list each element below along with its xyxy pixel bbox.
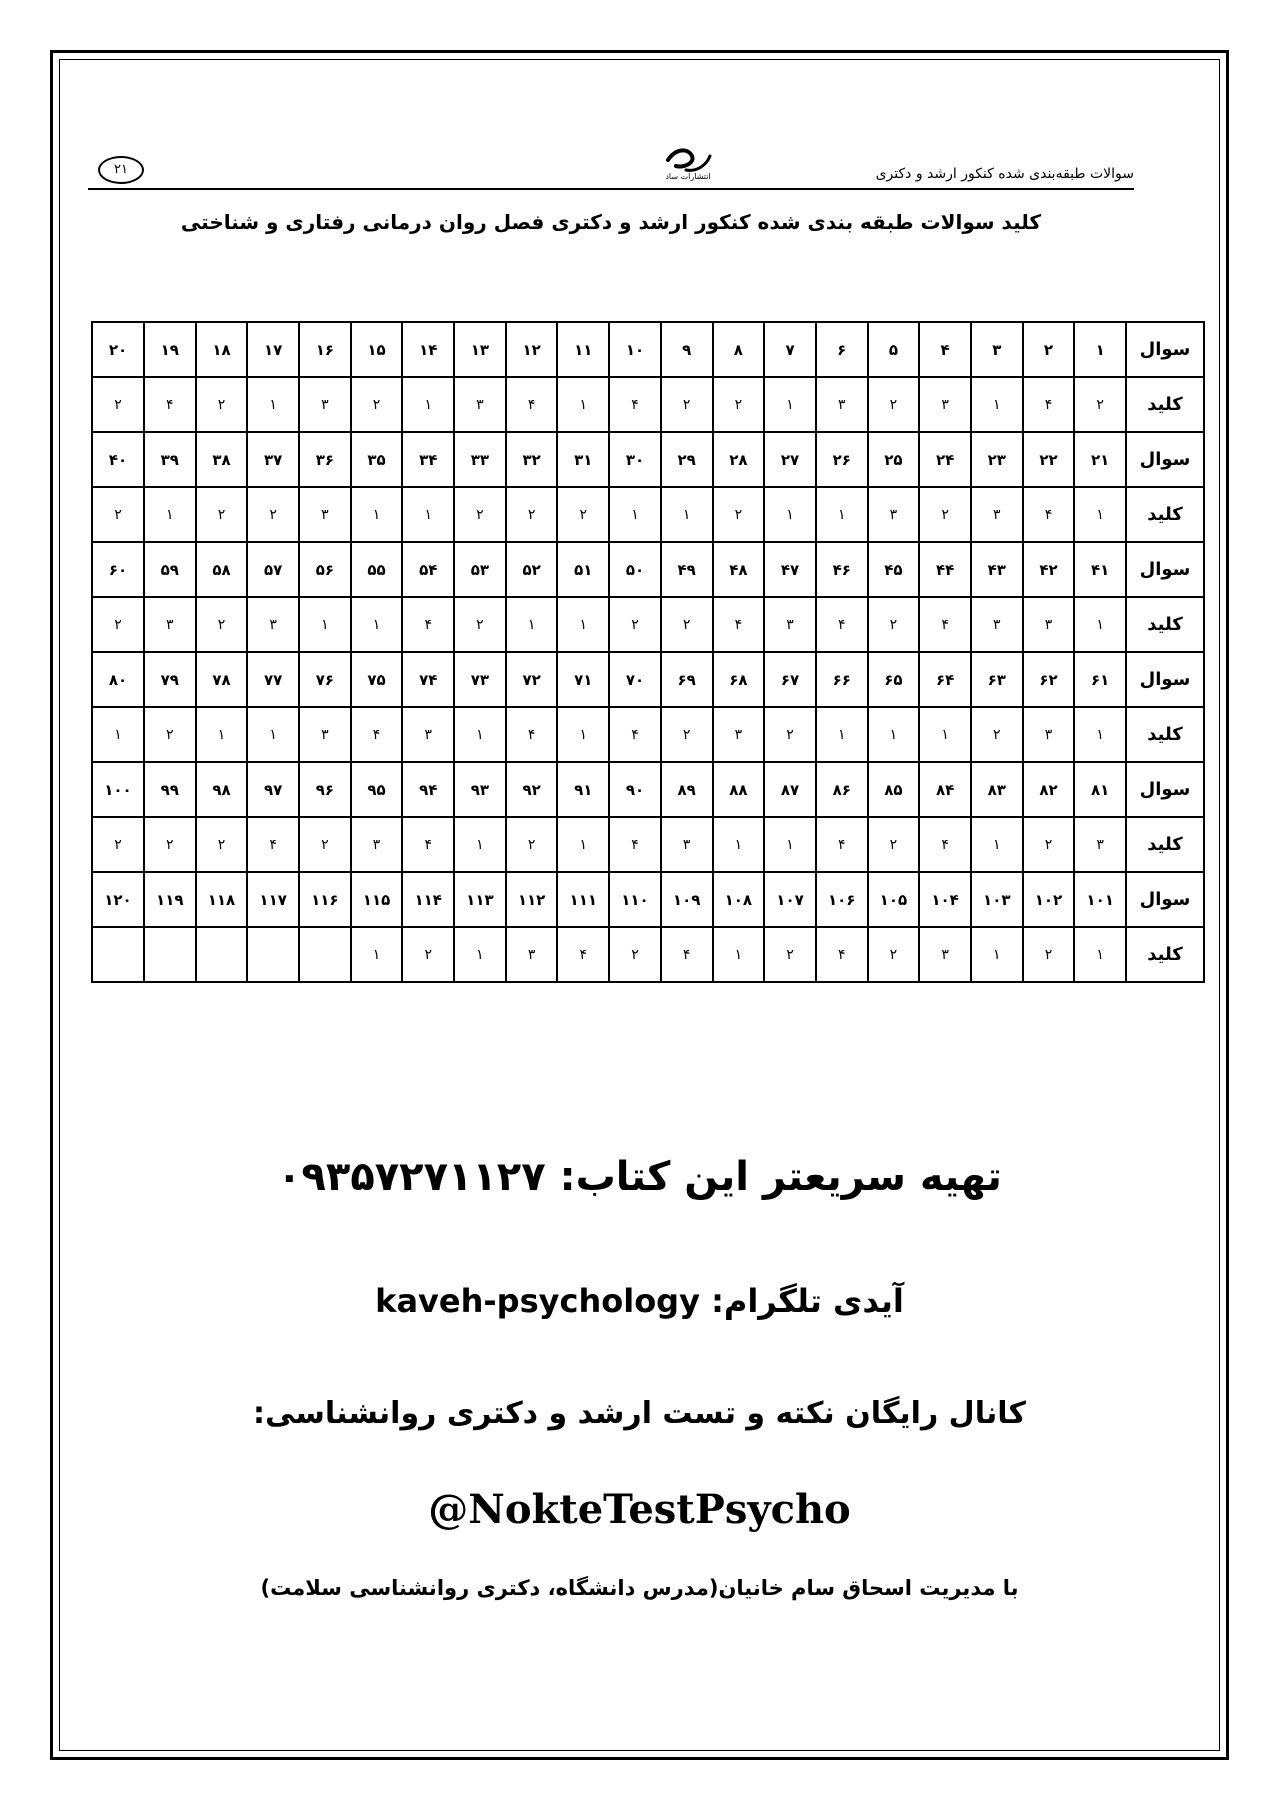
- promo-management: با مدیریت اسحاق سام خانیان(مدرس دانشگاه، دکتری روانشناسی سلامت): [260, 1576, 1019, 1600]
- question-number-cell: ۷۹: [144, 652, 196, 707]
- answer-key-cell: ۱: [506, 597, 558, 652]
- question-row-label: سوال: [1126, 432, 1204, 487]
- question-row: [92, 542, 1204, 597]
- question-number-cell: ۷۶: [299, 652, 351, 707]
- answer-key-cell: ۳: [764, 597, 816, 652]
- question-number-cell: ۹۰: [609, 762, 661, 817]
- question-number-cell: ۳۵: [351, 432, 403, 487]
- question-number-cell: ۱۱۴: [402, 872, 454, 927]
- question-number-cell: ۴۶: [816, 542, 868, 597]
- question-number-cell: ۴: [919, 322, 971, 377]
- page-header: [88, 148, 1134, 190]
- answer-key-cell: ۴: [713, 597, 765, 652]
- question-number-cell: ۸۹: [661, 762, 713, 817]
- answer-key-cell: ۲: [1023, 927, 1075, 982]
- question-number-cell: ۱۰: [609, 322, 661, 377]
- question-number-cell: ۱۹: [144, 322, 196, 377]
- question-number-cell: ۳: [971, 322, 1023, 377]
- question-row-label: سوال: [1126, 652, 1204, 707]
- question-number-cell: ۴۸: [713, 542, 765, 597]
- answer-key-cell: ۴: [816, 927, 868, 982]
- answer-key-cell: ۴: [919, 597, 971, 652]
- question-number-cell: ۹۷: [247, 762, 299, 817]
- question-number-cell: ۱۱۳: [454, 872, 506, 927]
- answer-key-cell: ۱: [816, 707, 868, 762]
- answer-key-cell: ۲: [299, 817, 351, 872]
- answer-key-cell: ۴: [402, 817, 454, 872]
- answer-key-cell: ۲: [196, 487, 248, 542]
- answer-key-cell: ۲: [764, 927, 816, 982]
- answer-key-cell: ۳: [919, 377, 971, 432]
- question-number-cell: ۹۱: [557, 762, 609, 817]
- answer-key-cell: ۴: [144, 377, 196, 432]
- question-number-cell: ۹۶: [299, 762, 351, 817]
- question-number-cell: ۵۳: [454, 542, 506, 597]
- answer-key-cell: ۱: [557, 377, 609, 432]
- key-row-label: کلید: [1126, 377, 1204, 432]
- question-number-cell: ۱۰۵: [868, 872, 920, 927]
- publisher-logo: [658, 144, 718, 188]
- answer-key-cell: ۲: [1074, 377, 1126, 432]
- question-number-cell: ۳۹: [144, 432, 196, 487]
- question-number-cell: ۱۱۰: [609, 872, 661, 927]
- logo-text: انتشارات ساد: [665, 172, 711, 181]
- answer-key-cell: ۳: [1023, 597, 1075, 652]
- question-number-cell: ۱۱: [557, 322, 609, 377]
- question-number-cell: ۲۲: [1023, 432, 1075, 487]
- answer-key-cell: ۲: [92, 817, 144, 872]
- question-number-cell: ۵۴: [402, 542, 454, 597]
- answer-key-cell: ۴: [661, 927, 713, 982]
- question-number-cell: ۹۴: [402, 762, 454, 817]
- key-row: [92, 817, 1204, 872]
- answer-key-cell: ۱: [971, 377, 1023, 432]
- answer-key-cell: ۲: [868, 817, 920, 872]
- question-number-cell: ۱۰۹: [661, 872, 713, 927]
- question-number-cell: ۱۸: [196, 322, 248, 377]
- answer-key-cell: ۱: [1074, 597, 1126, 652]
- answer-key-cell: ۱: [144, 487, 196, 542]
- question-number-cell: ۷۷: [247, 652, 299, 707]
- key-row-label: کلید: [1126, 927, 1204, 982]
- key-row-label: کلید: [1126, 817, 1204, 872]
- question-number-cell: ۲۰: [92, 322, 144, 377]
- question-number-cell: ۶: [816, 322, 868, 377]
- question-number-cell: ۵۱: [557, 542, 609, 597]
- answer-key-cell: ۱: [351, 487, 403, 542]
- question-number-cell: ۴۳: [971, 542, 1023, 597]
- question-number-cell: ۳۶: [299, 432, 351, 487]
- key-row: [92, 377, 1204, 432]
- question-number-cell: ۶۳: [971, 652, 1023, 707]
- question-number-cell: ۸۵: [868, 762, 920, 817]
- question-number-cell: ۱۰۱: [1074, 872, 1126, 927]
- answer-key-cell: ۲: [196, 817, 248, 872]
- answer-key-cell: ۳: [402, 707, 454, 762]
- question-row-label: سوال: [1126, 872, 1204, 927]
- answer-key-cell: ۲: [609, 597, 661, 652]
- key-row-label: کلید: [1126, 487, 1204, 542]
- question-number-cell: ۹۸: [196, 762, 248, 817]
- answer-key-cell: ۱: [971, 927, 1023, 982]
- answer-key-cell: ۱: [247, 707, 299, 762]
- answer-key-cell: ۱: [661, 487, 713, 542]
- question-number-cell: ۱: [1074, 322, 1126, 377]
- answer-key-cell: ۱: [868, 707, 920, 762]
- question-number-cell: ۶۸: [713, 652, 765, 707]
- question-number-cell: ۸۰: [92, 652, 144, 707]
- question-number-cell: ۵۲: [506, 542, 558, 597]
- question-number-cell: ۷: [764, 322, 816, 377]
- answer-key-cell: ۲: [506, 487, 558, 542]
- answer-key-cell: ۳: [454, 377, 506, 432]
- answer-key-cell: ۳: [868, 487, 920, 542]
- question-row-label: سوال: [1126, 542, 1204, 597]
- question-number-cell: ۴۰: [92, 432, 144, 487]
- answer-key-cell: ۱: [713, 927, 765, 982]
- answer-key-cell: ۲: [868, 597, 920, 652]
- answer-key-cell: ۴: [351, 707, 403, 762]
- answer-key-cell: ۲: [661, 377, 713, 432]
- answer-key-cell: ۲: [144, 707, 196, 762]
- question-number-cell: ۱۷: [247, 322, 299, 377]
- answer-key-cell: ۲: [868, 927, 920, 982]
- answer-key-cell: ۲: [506, 817, 558, 872]
- answer-key-cell: ۳: [661, 817, 713, 872]
- promo-telegram-id: آیدی تلگرام: kaveh-psychology: [375, 1282, 904, 1320]
- answer-key-cell: ۱: [196, 707, 248, 762]
- question-number-cell: ۹۳: [454, 762, 506, 817]
- question-number-cell: ۱۲: [506, 322, 558, 377]
- answer-key-cell: ۳: [713, 707, 765, 762]
- answer-key-cell: ۴: [506, 707, 558, 762]
- page-number: ۲۱: [98, 156, 144, 184]
- question-number-cell: ۱۰۳: [971, 872, 1023, 927]
- question-row: [92, 432, 1204, 487]
- question-number-cell: ۶۲: [1023, 652, 1075, 707]
- page-title: کلید سوالات طبقه بندی شده کنکور ارشد و دکتری فصل روان درمانی رفتاری و شناختی: [180, 210, 1042, 234]
- answer-key-cell: ۴: [919, 817, 971, 872]
- question-number-cell: ۸۷: [764, 762, 816, 817]
- answer-key-cell: ۲: [609, 927, 661, 982]
- question-number-cell: ۴۴: [919, 542, 971, 597]
- question-number-cell: ۸۲: [1023, 762, 1075, 817]
- answer-key-cell: ۳: [144, 597, 196, 652]
- question-number-cell: ۱۰۲: [1023, 872, 1075, 927]
- question-number-cell: ۷۰: [609, 652, 661, 707]
- answer-key-cell: ۲: [1023, 817, 1075, 872]
- answer-key-cell: ۳: [351, 817, 403, 872]
- question-number-cell: ۲: [1023, 322, 1075, 377]
- answer-key-cell: ۲: [661, 597, 713, 652]
- answer-key-cell: ۴: [609, 377, 661, 432]
- question-number-cell: ۶۴: [919, 652, 971, 707]
- answer-key-cell: ۲: [454, 487, 506, 542]
- answer-key-cell: ۲: [557, 487, 609, 542]
- answer-key-cell: ۲: [402, 927, 454, 982]
- question-number-cell: ۲۴: [919, 432, 971, 487]
- question-number-cell: ۴۹: [661, 542, 713, 597]
- question-number-cell: ۲۳: [971, 432, 1023, 487]
- question-number-cell: ۹۵: [351, 762, 403, 817]
- question-number-cell: ۳۲: [506, 432, 558, 487]
- question-number-cell: ۱۱۲: [506, 872, 558, 927]
- question-number-cell: ۴۷: [764, 542, 816, 597]
- answer-key-cell: ۳: [1074, 817, 1126, 872]
- question-number-cell: ۵۵: [351, 542, 403, 597]
- question-number-cell: ۲۹: [661, 432, 713, 487]
- answer-key-cell: ۱: [713, 817, 765, 872]
- answer-key-cell: [92, 927, 144, 982]
- answer-key-cell: ۲: [351, 377, 403, 432]
- answer-key-cell: ۴: [609, 817, 661, 872]
- answer-key-cell: ۴: [402, 597, 454, 652]
- answer-key-cell: ۱: [919, 707, 971, 762]
- question-number-cell: ۴۱: [1074, 542, 1126, 597]
- answer-key-cell: ۲: [919, 487, 971, 542]
- question-number-cell: ۵۷: [247, 542, 299, 597]
- question-number-cell: ۶۰: [92, 542, 144, 597]
- question-row: [92, 762, 1204, 817]
- question-number-cell: ۱۱۷: [247, 872, 299, 927]
- answer-key-cell: ۱: [557, 707, 609, 762]
- question-number-cell: ۵۸: [196, 542, 248, 597]
- answer-key-cell: ۴: [816, 817, 868, 872]
- key-row: [92, 707, 1204, 762]
- answer-key-cell: ۳: [506, 927, 558, 982]
- question-number-cell: ۲۸: [713, 432, 765, 487]
- question-number-cell: ۸۳: [971, 762, 1023, 817]
- promo-book-phone: تهیه سریعتر این کتاب: ۰۹۳۵۷۲۷۱۱۲۷: [277, 1154, 1002, 1200]
- answer-key-cell: ۴: [1023, 377, 1075, 432]
- question-row-label: سوال: [1126, 762, 1204, 817]
- answer-key-cell: ۲: [92, 377, 144, 432]
- question-number-cell: ۲۱: [1074, 432, 1126, 487]
- question-number-cell: ۳۸: [196, 432, 248, 487]
- answer-key-cell: ۴: [816, 597, 868, 652]
- answer-key-cell: ۱: [1074, 487, 1126, 542]
- question-number-cell: ۹۲: [506, 762, 558, 817]
- answer-key-cell: ۲: [92, 597, 144, 652]
- answer-key-cell: ۱: [816, 487, 868, 542]
- question-number-cell: ۷۳: [454, 652, 506, 707]
- question-number-cell: ۱۰۴: [919, 872, 971, 927]
- answer-key-cell: ۴: [506, 377, 558, 432]
- question-number-cell: ۱۱۶: [299, 872, 351, 927]
- question-number-cell: ۷۸: [196, 652, 248, 707]
- answer-key-cell: ۱: [247, 377, 299, 432]
- question-number-cell: ۳۱: [557, 432, 609, 487]
- question-number-cell: ۱۰۷: [764, 872, 816, 927]
- question-number-cell: ۹: [661, 322, 713, 377]
- answer-key-cell: ۱: [454, 927, 506, 982]
- question-number-cell: ۱۰۰: [92, 762, 144, 817]
- question-number-cell: ۱۶: [299, 322, 351, 377]
- question-number-cell: ۵۹: [144, 542, 196, 597]
- question-number-cell: ۳۳: [454, 432, 506, 487]
- publisher-logo-icon: [662, 144, 714, 174]
- answer-key-table: [91, 321, 1205, 983]
- question-row: [92, 872, 1204, 927]
- question-number-cell: ۶۱: [1074, 652, 1126, 707]
- question-number-cell: ۱۲۰: [92, 872, 144, 927]
- question-number-cell: ۱۱۵: [351, 872, 403, 927]
- question-number-cell: ۸۴: [919, 762, 971, 817]
- answer-key-cell: ۴: [1023, 487, 1075, 542]
- answer-key-cell: ۲: [868, 377, 920, 432]
- answer-key-cell: ۳: [816, 377, 868, 432]
- key-row: [92, 927, 1204, 982]
- answer-key-cell: ۲: [713, 377, 765, 432]
- header-divider: [88, 188, 1134, 190]
- answer-key-cell: ۱: [454, 707, 506, 762]
- key-row: [92, 597, 1204, 652]
- answer-key-cell: ۲: [92, 487, 144, 542]
- answer-key-cell: ۱: [351, 927, 403, 982]
- answer-key-cell: ۱: [557, 597, 609, 652]
- question-number-cell: ۲۷: [764, 432, 816, 487]
- question-number-cell: ۷۲: [506, 652, 558, 707]
- question-number-cell: ۶۵: [868, 652, 920, 707]
- answer-key-cell: ۳: [919, 927, 971, 982]
- question-row-label: سوال: [1126, 322, 1204, 377]
- answer-key-cell: ۱: [971, 817, 1023, 872]
- answer-key-cell: ۲: [454, 597, 506, 652]
- question-number-cell: ۳۰: [609, 432, 661, 487]
- answer-key-cell: ۳: [247, 597, 299, 652]
- question-number-cell: ۹۹: [144, 762, 196, 817]
- answer-key-cell: ۱: [764, 817, 816, 872]
- promo-channel-label: کانال رایگان نکته و تست ارشد و دکتری روانشناسی:: [253, 1396, 1026, 1431]
- answer-key-cell: ۱: [92, 707, 144, 762]
- question-number-cell: ۴۲: [1023, 542, 1075, 597]
- answer-key-cell: [299, 927, 351, 982]
- question-number-cell: ۵: [868, 322, 920, 377]
- question-number-cell: ۱۱۸: [196, 872, 248, 927]
- question-row: [92, 322, 1204, 377]
- question-number-cell: ۴۵: [868, 542, 920, 597]
- answer-key-cell: ۱: [402, 487, 454, 542]
- answer-key-cell: [196, 927, 248, 982]
- answer-key-cell: ۲: [971, 707, 1023, 762]
- question-number-cell: ۱۴: [402, 322, 454, 377]
- answer-key-cell: ۴: [247, 817, 299, 872]
- answer-key-cell: ۲: [661, 707, 713, 762]
- answer-key-cell: ۱: [609, 487, 661, 542]
- question-number-cell: ۱۱۱: [557, 872, 609, 927]
- question-number-cell: ۵۰: [609, 542, 661, 597]
- question-number-cell: ۱۱۹: [144, 872, 196, 927]
- question-number-cell: ۵۶: [299, 542, 351, 597]
- answer-key-cell: ۱: [764, 377, 816, 432]
- answer-key-cell: ۴: [609, 707, 661, 762]
- header-title: سوالات طبقه‌بندی شده کنکور ارشد و دکتری: [875, 166, 1134, 182]
- question-number-cell: ۶۶: [816, 652, 868, 707]
- question-number-cell: ۷۱: [557, 652, 609, 707]
- question-number-cell: ۱۰۶: [816, 872, 868, 927]
- question-number-cell: ۳۷: [247, 432, 299, 487]
- question-number-cell: ۷۵: [351, 652, 403, 707]
- question-number-cell: ۳۴: [402, 432, 454, 487]
- key-row-label: کلید: [1126, 597, 1204, 652]
- question-number-cell: ۱۰۸: [713, 872, 765, 927]
- answer-key-cell: ۲: [196, 597, 248, 652]
- answer-key-cell: ۲: [713, 487, 765, 542]
- answer-key-cell: ۳: [299, 707, 351, 762]
- key-row-label: کلید: [1126, 707, 1204, 762]
- answer-key-cell: ۱: [557, 817, 609, 872]
- answer-key-cell: ۱: [351, 597, 403, 652]
- answer-key-cell: ۲: [764, 707, 816, 762]
- answer-key-cell: ۱: [1074, 927, 1126, 982]
- answer-key-cell: ۲: [247, 487, 299, 542]
- answer-key-cell: ۱: [299, 597, 351, 652]
- question-number-cell: ۱۵: [351, 322, 403, 377]
- question-number-cell: ۲۶: [816, 432, 868, 487]
- question-number-cell: ۶۹: [661, 652, 713, 707]
- answer-key-cell: ۳: [1023, 707, 1075, 762]
- answer-key-cell: ۴: [557, 927, 609, 982]
- answer-key-cell: [144, 927, 196, 982]
- answer-key-cell: ۳: [299, 377, 351, 432]
- answer-key-cell: ۳: [971, 487, 1023, 542]
- question-number-cell: ۸۱: [1074, 762, 1126, 817]
- answer-key-cell: ۱: [402, 377, 454, 432]
- answer-key-cell: ۱: [454, 817, 506, 872]
- answer-key-cell: ۲: [196, 377, 248, 432]
- question-number-cell: ۸: [713, 322, 765, 377]
- question-number-cell: ۸۶: [816, 762, 868, 817]
- answer-key-cell: ۲: [144, 817, 196, 872]
- answer-key-cell: [247, 927, 299, 982]
- question-number-cell: ۶۷: [764, 652, 816, 707]
- question-number-cell: ۸۸: [713, 762, 765, 817]
- answer-key-cell: ۱: [764, 487, 816, 542]
- promo-channel-handle: @NokteTestPsycho: [428, 1486, 851, 1533]
- key-row: [92, 487, 1204, 542]
- question-row: [92, 652, 1204, 707]
- question-number-cell: ۲۵: [868, 432, 920, 487]
- answer-key-cell: ۱: [1074, 707, 1126, 762]
- question-number-cell: ۱۳: [454, 322, 506, 377]
- question-number-cell: ۷۴: [402, 652, 454, 707]
- answer-key-cell: ۳: [971, 597, 1023, 652]
- answer-key-cell: ۳: [299, 487, 351, 542]
